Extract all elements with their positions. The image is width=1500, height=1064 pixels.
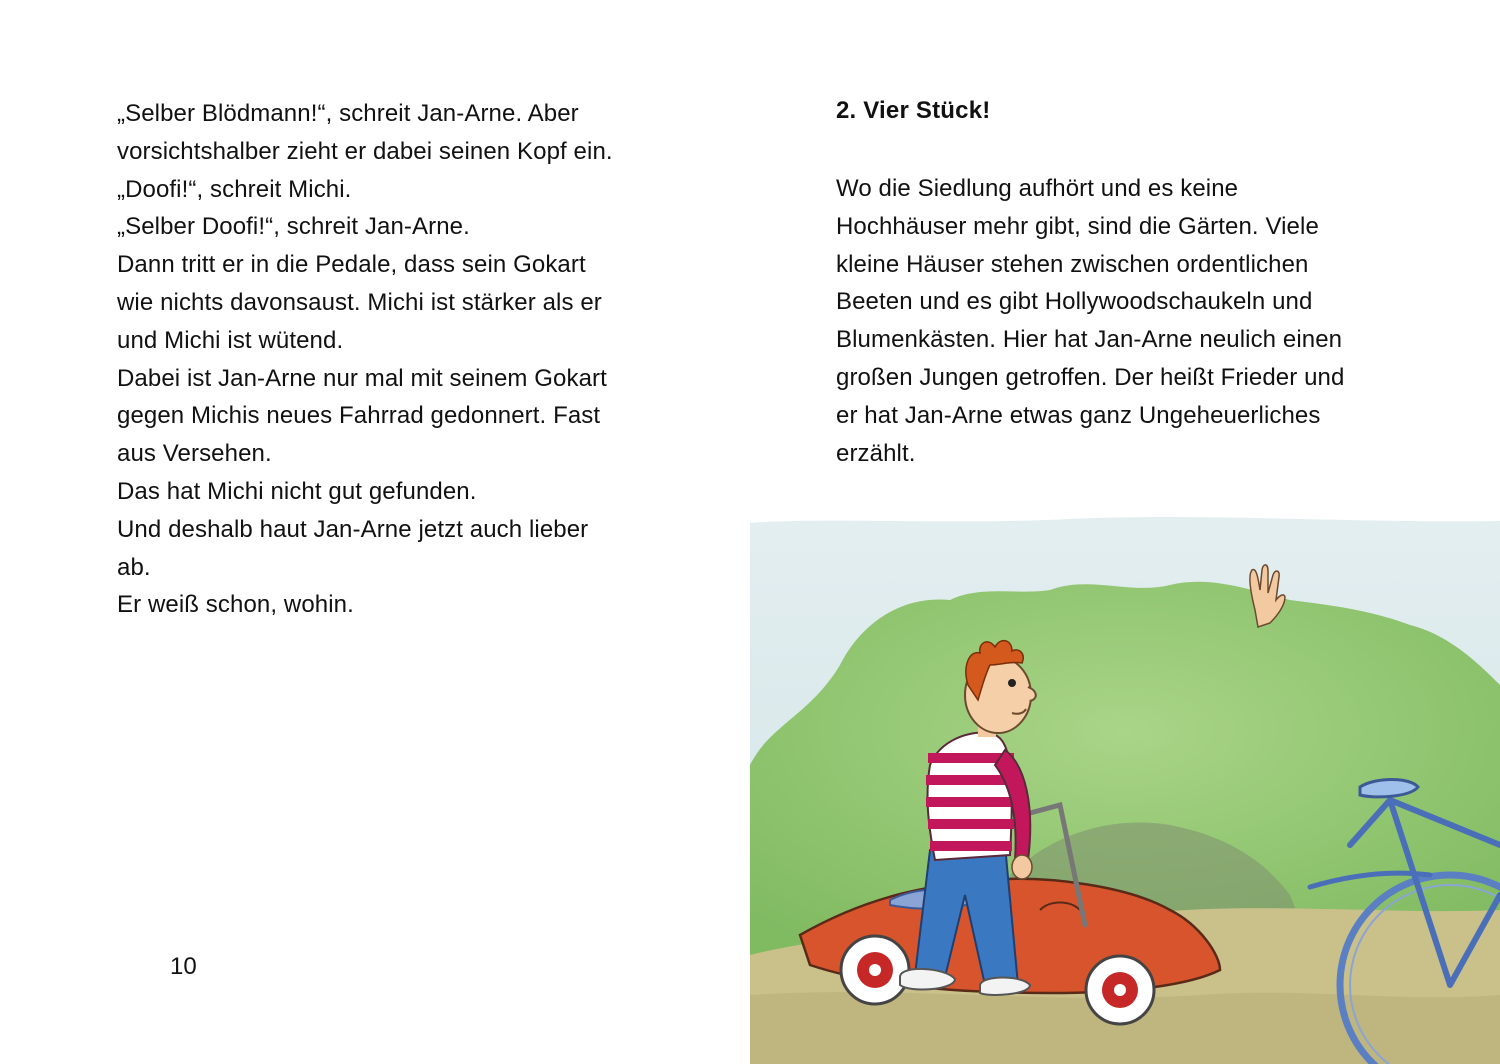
- text-line: vorsichtshalber zieht er dabei seinen Kopf ein.: [117, 137, 613, 165]
- text-line: Beeten und es gibt Hollywoodschaukeln und: [836, 288, 1313, 316]
- text-line: Das hat Michi nicht gut gefunden.: [117, 477, 477, 505]
- text-line: Und deshalb haut Jan-Arne jetzt auch lieber: [117, 515, 589, 543]
- text-line: kleine Häuser stehen zwischen ordentlichen: [836, 250, 1309, 278]
- text-line: erzählt.: [836, 439, 916, 467]
- text-line: er hat Jan-Arne etwas ganz Ungeheuerliches: [836, 401, 1321, 429]
- text-line: Wo die Siedlung aufhört und es keine: [836, 175, 1239, 202]
- text-line: Er weiß schon, wohin.: [117, 591, 354, 619]
- text-line: großen Jungen getroffen. Der heißt Frieder und: [836, 363, 1345, 391]
- right-page-text: [836, 170, 1456, 472]
- gokart-wheel-front: [1086, 956, 1154, 1024]
- boy-gokart-illustration: [750, 515, 1500, 1064]
- left-page-text: [117, 95, 677, 624]
- text-line: ab.: [117, 553, 151, 581]
- text-line: „Selber Blödmann!“, schreit Jan-Arne. Aber: [117, 100, 579, 127]
- text-line: wie nichts davonsaust. Michi ist stärker als er: [117, 288, 602, 316]
- text-line: aus Versehen.: [117, 440, 272, 468]
- text-line: Dabei ist Jan-Arne nur mal mit seinem Gokart: [117, 364, 607, 392]
- gokart-wheel-rear: [841, 936, 909, 1004]
- text-line: Hochhäuser mehr gibt, sind die Gärten. Viele: [836, 212, 1319, 240]
- text-line: Blumenkästen. Hier hat Jan-Arne neulich einen: [836, 326, 1343, 354]
- page-number: 10: [170, 953, 197, 980]
- text-line: „Selber Doofi!“, schreit Jan-Arne.: [117, 213, 470, 241]
- text-line: „Doofi!“, schreit Michi.: [117, 175, 352, 203]
- right-page: [750, 0, 1500, 1064]
- text-line: gegen Michis neues Fahrrad gedonnert. Fast: [117, 402, 601, 430]
- text-line: Dann tritt er in die Pedale, dass sein Gokart: [117, 251, 586, 279]
- chapter-title: 2. Vier Stück!: [836, 97, 991, 124]
- text-line: und Michi ist wütend.: [117, 326, 344, 354]
- illustration: [750, 515, 1500, 1064]
